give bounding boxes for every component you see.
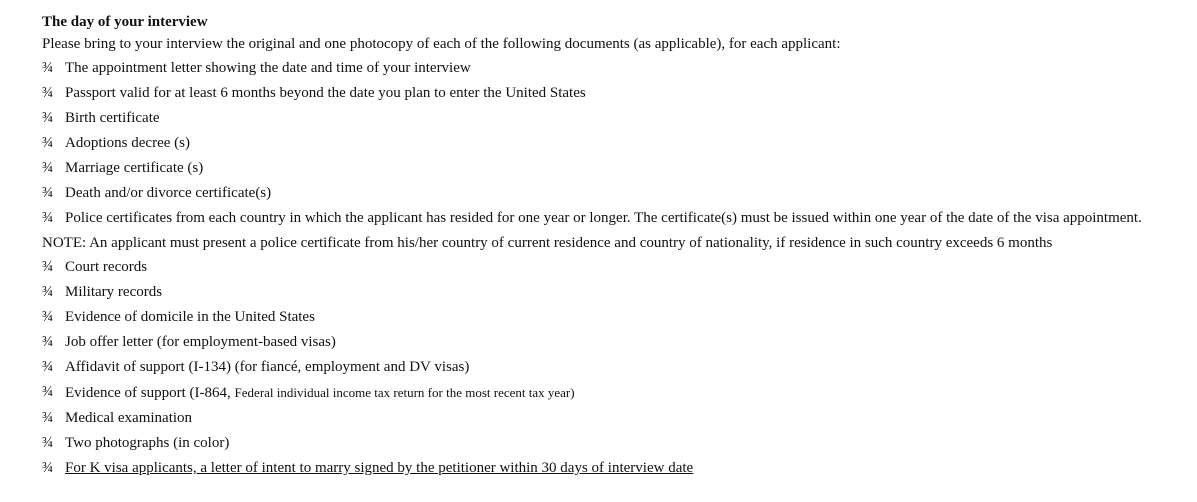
bullet-symbol: ¾ [42, 359, 54, 375]
list-item-text: Job offer letter (for employment-based visas) [65, 334, 336, 350]
list-item-text: Two photographs (in color) [65, 435, 230, 451]
list-item-k-visa [42, 456, 1197, 481]
support-main-text: Evidence of support (I-864, [65, 385, 235, 401]
bullet-symbol: ¾ [42, 210, 54, 226]
list-item-text: Death and/or divorce certificate(s) [65, 185, 272, 201]
list-item-text: Military records [65, 284, 163, 300]
list-item-text: Adoptions decree (s) [65, 135, 190, 151]
list-item [42, 106, 1197, 131]
bullet-symbol: ¾ [42, 85, 54, 101]
bullet-symbol: ¾ [42, 309, 54, 325]
list-item-text: Police certificates from each country in which the applicant has resided for one year or longer. The certificate(s) must be issued within one year of the date of the visa appointment. [65, 210, 1142, 226]
list-item [42, 330, 1197, 355]
bullet-symbol: ¾ [42, 185, 54, 201]
list-item-text: The appointment letter showing the date and time of your interview [65, 60, 471, 76]
bullet-symbol: ¾ [42, 284, 54, 300]
section-heading: The day of your interview [42, 14, 208, 30]
list-item-text: Court records [65, 259, 148, 275]
list-item-text: Marriage certificate (s) [65, 160, 204, 176]
bullet-symbol: ¾ [42, 460, 54, 476]
list-item-text: Evidence of domicile in the United States [65, 309, 315, 325]
list-item [42, 355, 1197, 380]
bullet-symbol: ¾ [42, 110, 54, 126]
list-item [42, 280, 1197, 305]
list-item [42, 431, 1197, 456]
police-certificate-note: NOTE: An applicant must present a police certificate from his/her country of current residence and country of nationality, if residence in such country exceeds 6 months [42, 235, 1053, 251]
bullet-symbol: ¾ [42, 259, 54, 275]
document-list-after-note [42, 255, 1197, 481]
document-list-before-note [42, 56, 1197, 231]
list-item-text [65, 380, 575, 406]
list-item-text: Passport valid for at least 6 months beyond the date you plan to enter the United States [65, 85, 586, 101]
list-item [42, 406, 1197, 431]
bullet-symbol: ¾ [42, 435, 54, 451]
list-item [42, 305, 1197, 330]
list-item [42, 255, 1197, 280]
list-item [42, 181, 1197, 206]
list-item-evidence-of-support [42, 380, 1197, 406]
bullet-symbol: ¾ [42, 384, 54, 400]
bullet-symbol: ¾ [42, 334, 54, 350]
bullet-symbol: ¾ [42, 60, 54, 76]
list-item [42, 81, 1197, 106]
list-item [42, 131, 1197, 156]
list-item [42, 206, 1197, 231]
intro-paragraph: Please bring to your interview the original and one photocopy of each of the following documents (as applicable), for each applicant: [42, 36, 841, 52]
list-item [42, 56, 1197, 81]
support-small-text: Federal individual income tax return for the most recent tax year) [234, 385, 575, 400]
bullet-symbol: ¾ [42, 410, 54, 426]
k-visa-underlined-text: For K visa applicants, a letter of intent to marry signed by the petitioner within 30 days of interview date [65, 460, 694, 476]
bullet-symbol: ¾ [42, 160, 54, 176]
bullet-symbol: ¾ [42, 135, 54, 151]
list-item-text: Medical examination [65, 410, 193, 426]
list-item [42, 156, 1197, 181]
list-item-text: Affidavit of support (I-134) (for fiancé, employment and DV visas) [65, 359, 470, 375]
list-item-text: Birth certificate [65, 110, 160, 126]
